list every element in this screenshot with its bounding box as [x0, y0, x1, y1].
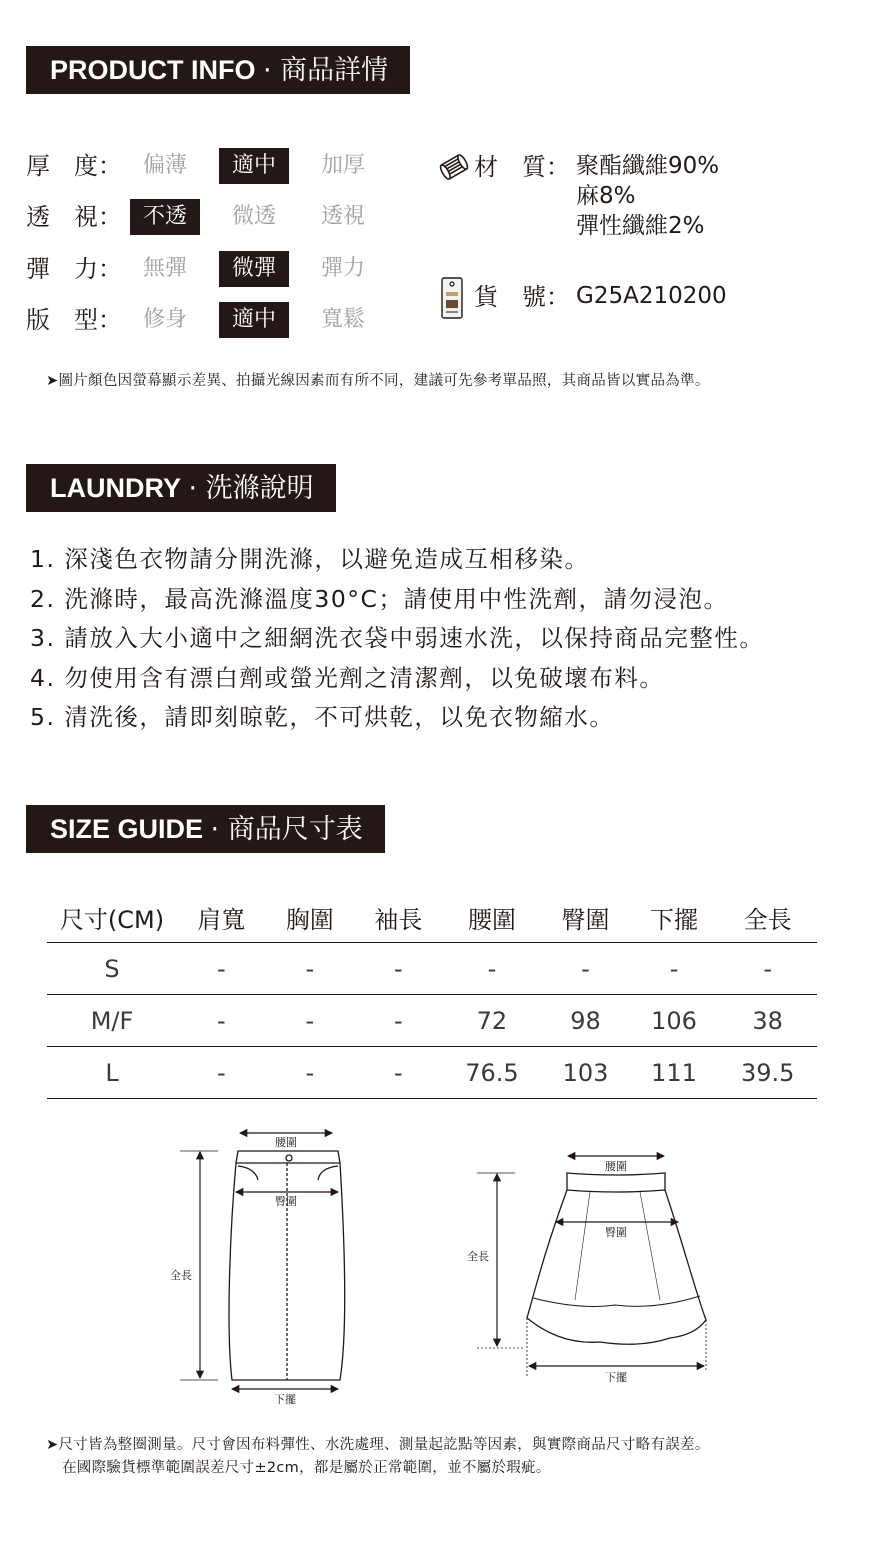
thread-spool-icon	[436, 153, 472, 181]
table-cell: -	[630, 943, 719, 995]
attribute-option: 微透	[231, 204, 276, 229]
material-value-2: 麻8%	[576, 183, 636, 209]
table-cell: 98	[541, 995, 630, 1047]
table-cell: -	[177, 1047, 266, 1099]
table-cell: -	[266, 995, 355, 1047]
column-header: 胸圍	[266, 892, 355, 943]
attribute-label: 版 型：	[26, 306, 122, 334]
column-header: 腰圍	[443, 892, 542, 943]
price-tag-icon	[440, 276, 464, 320]
table-cell: 106	[630, 995, 719, 1047]
attribute-option: 加厚	[320, 153, 365, 178]
size-cell: S	[47, 943, 177, 995]
column-header: 全長	[718, 892, 817, 943]
laundry-item: 3. 請放入大小適中之細網洗衣袋中弱速水洗，以保持商品完整性。	[30, 624, 765, 652]
hip-label: 臀圍	[605, 1226, 627, 1239]
hip-label: 臀圍	[275, 1195, 297, 1208]
hem-label: 下擺	[274, 1393, 296, 1406]
product-info-header	[26, 46, 410, 94]
laundry-header-en: LAUNDRY	[50, 473, 181, 503]
size-guide-header	[26, 805, 385, 853]
size-cell: M/F	[47, 995, 177, 1047]
length-label: 全長	[467, 1250, 489, 1263]
size-guide-header-zh: · 商品尺寸表	[210, 814, 363, 845]
material-label: 材 質：	[474, 153, 570, 181]
table-cell: 103	[541, 1047, 630, 1099]
attribute-option-selected: 適中	[219, 302, 289, 338]
attribute-option-selected: 適中	[219, 148, 289, 184]
table-cell: 76.5	[443, 1047, 542, 1099]
attribute-option: 透視	[320, 204, 365, 229]
column-header: 下擺	[630, 892, 719, 943]
laundry-instructions	[30, 540, 764, 738]
attribute-option: 無彈	[142, 256, 187, 281]
attribute-option: 修身	[142, 307, 187, 332]
hem-label: 下擺	[605, 1371, 627, 1384]
waist-label: 腰圍	[275, 1136, 297, 1149]
table-row	[47, 995, 817, 1047]
column-header: 臀圍	[541, 892, 630, 943]
column-header: 肩寬	[177, 892, 266, 943]
laundry-header	[26, 464, 336, 512]
a-line-skirt-diagram	[0, 1150, 875, 1390]
attribute-label: 透 視：	[26, 203, 122, 231]
table-cell: 38	[718, 995, 817, 1047]
a-line-skirt-outline	[527, 1173, 706, 1344]
attribute-option-selected: 不透	[130, 199, 200, 235]
size-cell: L	[47, 1047, 177, 1099]
table-cell: -	[354, 943, 443, 995]
laundry-header-zh: · 洗滌說明	[188, 473, 314, 504]
laundry-item: 2. 洗滌時，最高洗滌溫度30°C；請使用中性洗劑，請勿浸泡。	[30, 584, 729, 613]
column-header: 袖長	[354, 892, 443, 943]
attribute-label: 彈 力：	[26, 255, 122, 283]
sku-label: 貨 號：	[474, 283, 570, 311]
color-disclaimer: ➤圖片顏色因螢幕顯示差異、拍攝光線因素而有所不同，建議可先參考單品照，其商品皆以實品為準。	[46, 373, 710, 389]
table-cell: -	[266, 1047, 355, 1099]
length-label: 全長	[170, 1269, 192, 1282]
product-info-header-en: PRODUCT INFO	[50, 55, 256, 85]
table-cell: -	[718, 943, 817, 995]
laundry-item: 1. 深淺色衣物請分開洗滌，以避免造成互相移染。	[30, 545, 590, 573]
attribute-option: 寬鬆	[320, 307, 365, 332]
size-table-header-row	[47, 892, 817, 943]
table-cell: -	[541, 943, 630, 995]
attribute-label: 厚 度：	[26, 152, 122, 180]
table-cell: -	[443, 943, 542, 995]
table-cell: -	[354, 995, 443, 1047]
table-cell: -	[266, 943, 355, 995]
sku-value: G25A210200	[576, 283, 727, 309]
material-value-3: 彈性纖維2%	[576, 213, 705, 239]
table-cell: -	[354, 1047, 443, 1099]
attribute-option: 彈力	[320, 256, 365, 281]
column-header: 尺寸(CM)	[47, 892, 177, 943]
table-cell: 39.5	[718, 1047, 817, 1099]
size-note-2: 在國際驗貨標準範圍誤差尺寸±2cm，都是屬於正常範圍，並不屬於瑕疵。	[62, 1460, 551, 1476]
product-info-header-zh: · 商品詳情	[263, 55, 389, 86]
laundry-item: 5. 清洗後，請即刻晾乾，不可烘乾，以免衣物縮水。	[30, 703, 615, 731]
table-row	[47, 1047, 817, 1099]
size-note-1: ➤尺寸皆為整圈測量。尺寸會因布料彈性、水洗處理、測量起訖點等因素，與實際商品尺寸略有誤差。	[46, 1437, 710, 1453]
size-guide-header-en: SIZE GUIDE	[50, 814, 204, 844]
table-cell: -	[177, 943, 266, 995]
size-table	[47, 892, 817, 1099]
laundry-item: 4. 勿使用含有漂白劑或螢光劑之清潔劑，以免破壞布料。	[30, 663, 665, 692]
table-row	[47, 943, 817, 995]
table-cell: 72	[443, 995, 542, 1047]
attribute-option: 偏薄	[142, 153, 187, 178]
waist-label: 腰圍	[605, 1160, 627, 1173]
material-value-1: 聚酯纖維90%	[576, 153, 720, 179]
table-cell: 111	[630, 1047, 719, 1099]
attribute-option-selected: 微彈	[219, 251, 289, 287]
table-cell: -	[177, 995, 266, 1047]
